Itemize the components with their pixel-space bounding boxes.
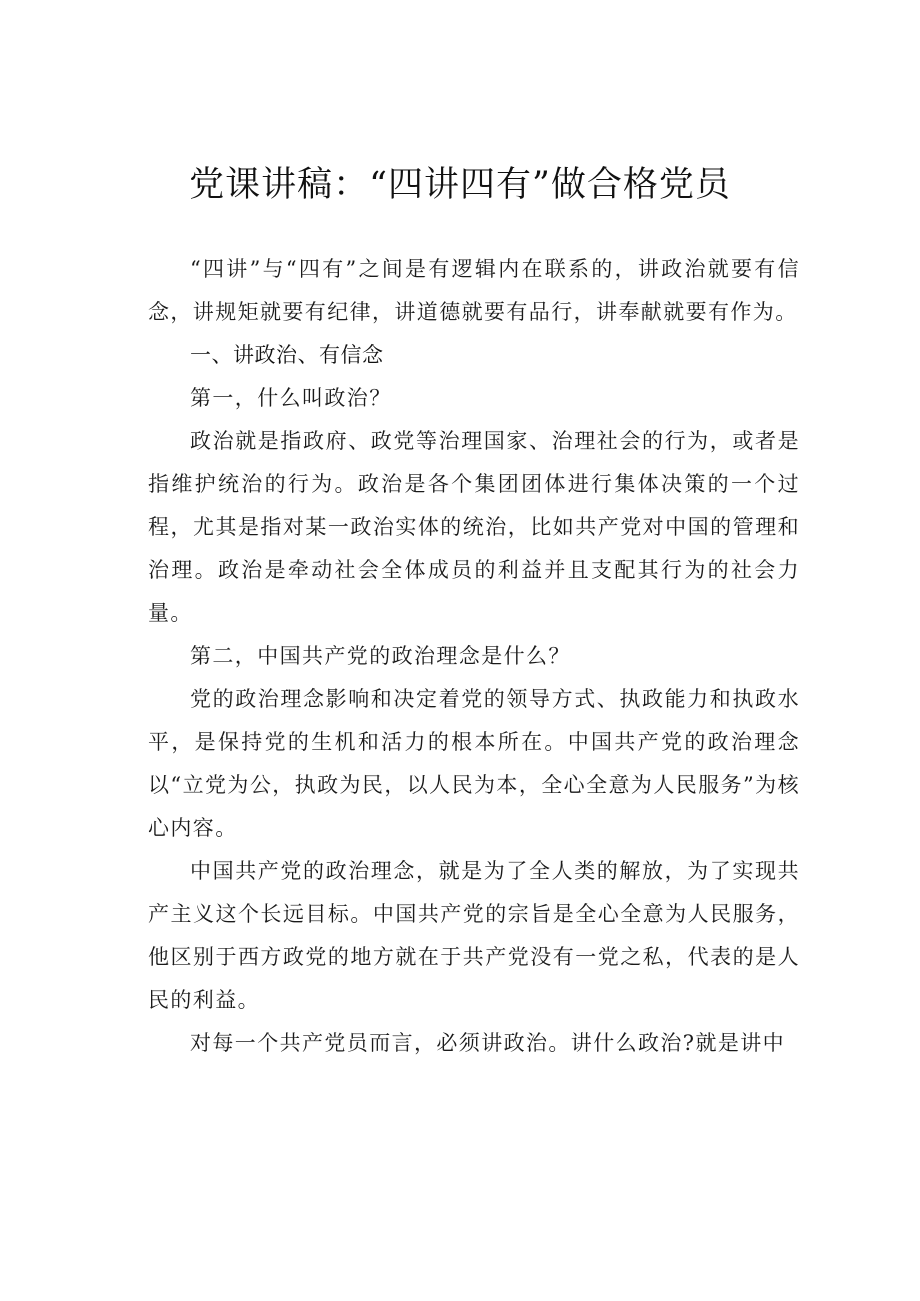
- paragraph-2: 党的政治理念影响和决定着党的领导方式、执政能力和执政水平，是保持党的生机和活力的根本所在。中国共产党的政治理念以“立党为公，执政为民，以人民为本，全心全意为人民服务”为核心内容。: [148, 687, 800, 840]
- document-title: 党课讲稿：“四讲四有”做合格党员: [189, 165, 731, 205]
- question-1: 第一，什么叫政治？: [190, 386, 392, 410]
- intro-paragraph: “四讲”与“四有”之间是有逻辑内在联系的，讲政治就要有信念，讲规矩就要有纪律，讲道德就要有品行，讲奉献就要有作为。: [148, 257, 800, 324]
- document-body: [148, 248, 800, 1065]
- section-heading: 一、讲政治、有信念: [190, 343, 384, 367]
- paragraph-4: 对每一个共产党员而言，必须讲政治。讲什么政治?就是讲中: [190, 1031, 786, 1055]
- paragraph-1: 政治就是指政府、政党等治理国家、治理社会的行为，或者是指维护统治的行为。政治是各个集团团体进行集体决策的一个过程，尤其是指对某一政治实体的统治，比如共产党对中国的管理和治理。政治是牵动社会全体成员的利益并且支配其行为的社会力量。: [148, 429, 800, 625]
- paragraph-3: 中国共产党的政治理念，就是为了全人类的解放，为了实现共产主义这个长远目标。中国共产党的宗旨是全心全意为人民服务，他区别于西方政党的地方就在于共产党没有一党之私，代表的是人民的利益。: [148, 859, 800, 1012]
- question-2: 第二，中国共产党的政治理念是什么？: [190, 644, 571, 668]
